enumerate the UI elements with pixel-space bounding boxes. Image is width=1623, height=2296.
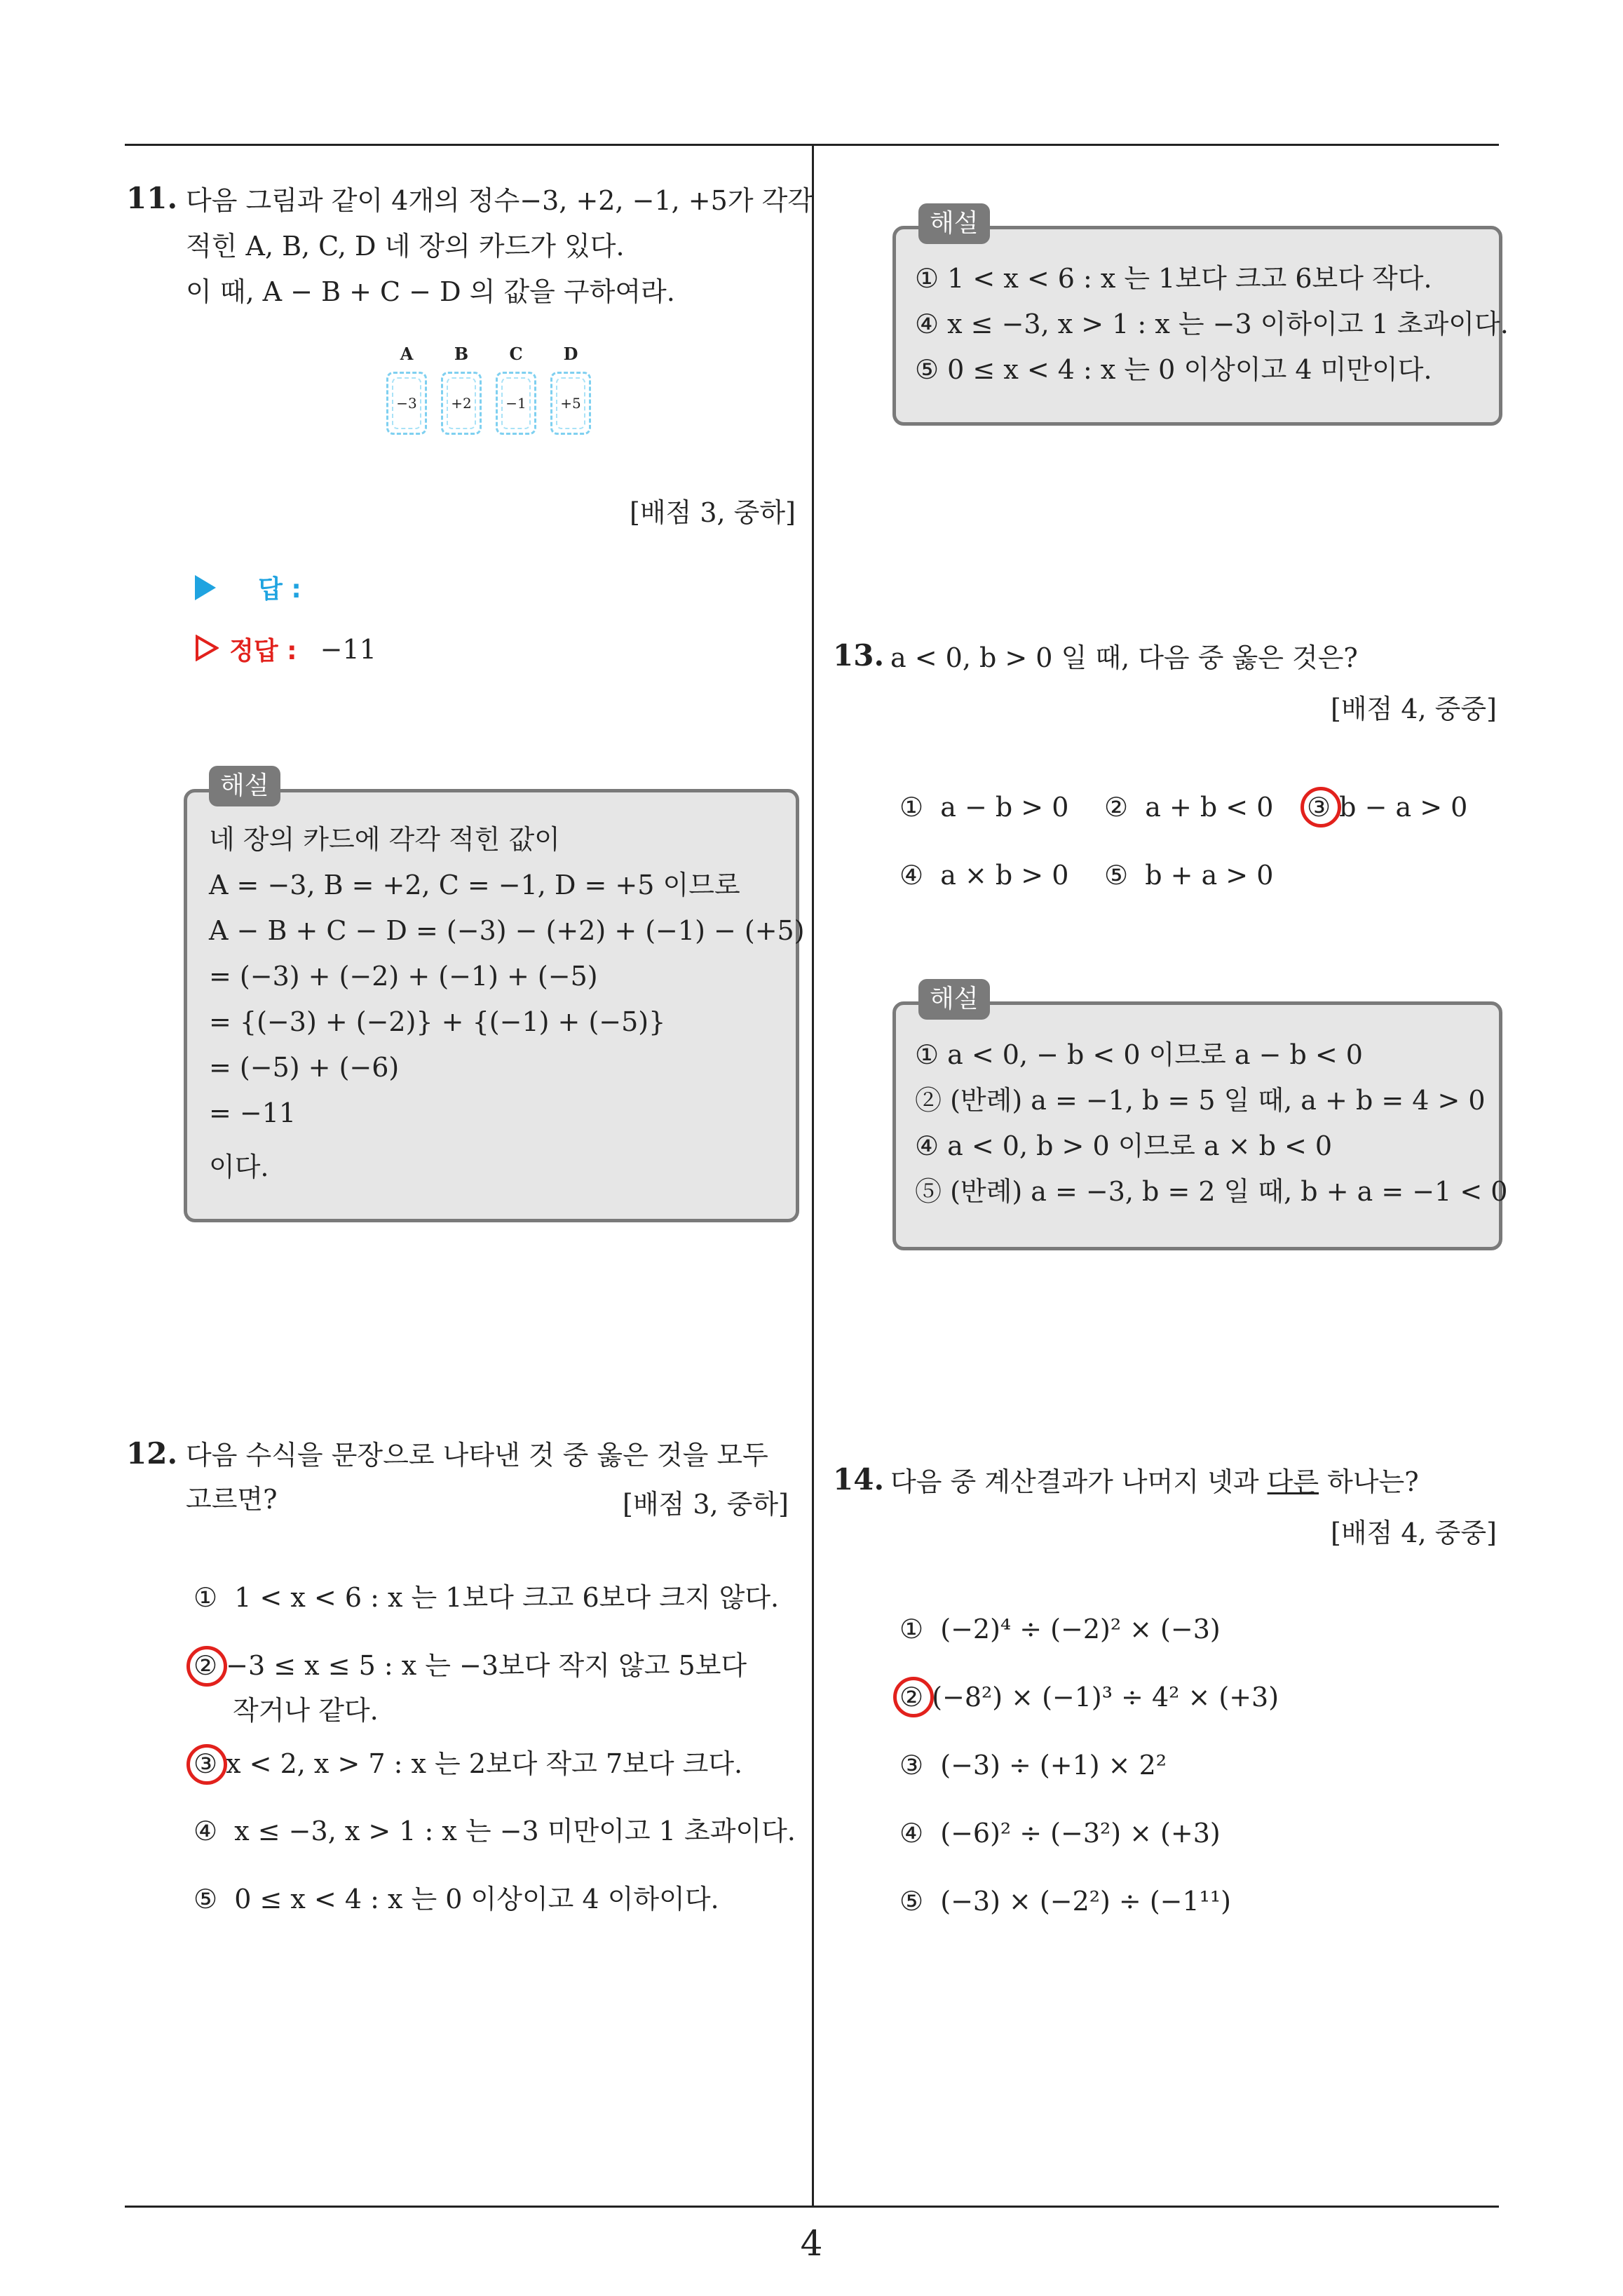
q14-score: [배점 4, 중중]	[1331, 1518, 1497, 1548]
correct-value: −11	[320, 633, 376, 665]
q13-option-3: ③ b − a > 0	[1307, 792, 1468, 823]
q12-selected-mark-2	[186, 1646, 227, 1687]
q11-correct-row	[195, 631, 376, 667]
card-c: −1	[496, 372, 536, 435]
q11-sol-line-3: A − B + C − D = (−3) − (+2) + (−1) − (+5)	[209, 915, 805, 946]
q14-line1: 다음 중 계산결과가 나머지 넷과 다른 하나는?	[890, 1466, 1419, 1497]
correct-label: 정답 :	[229, 637, 297, 666]
q13-sol-line-3: ④ a < 0, b > 0 이므로 a × b < 0	[915, 1130, 1333, 1161]
bottom-rule	[125, 2206, 1499, 2208]
q11-sol-line-1: 네 장의 카드에 각각 적힌 값이	[209, 824, 560, 855]
q11-sol-line-8: 이다.	[209, 1152, 269, 1182]
q11-line2: 적힌 A, B, C, D 네 장의 카드가 있다.	[186, 231, 625, 262]
card-b: +2	[441, 372, 482, 435]
q13-line1: a < 0, b > 0 일 때, 다음 중 옳은 것은?	[890, 642, 1358, 673]
q12-option-2: ② −3 ≤ x ≤ 5 : x 는 −3보다 작지 않고 5보다	[193, 1650, 747, 1681]
q11-line1: 다음 그림과 같이 4개의 정수−3, +2, −1, +5가 각각	[186, 185, 814, 216]
q13-option-5: ⑤ b + a > 0	[1104, 860, 1274, 891]
q12-number: 12.	[126, 1436, 178, 1471]
q11-answer-row	[195, 569, 301, 605]
q13-option-1: ① a − b > 0	[899, 792, 1069, 823]
q14-option-5: ⑤ (−3) × (−2²) ÷ (−1¹¹)	[899, 1886, 1231, 1917]
q12-sol-line-2: ④ x ≤ −3, x > 1 : x 는 −3 이하이고 1 초과이다.	[915, 309, 1509, 339]
q12-solution-label: 해설	[918, 203, 990, 244]
q11-sol-line-5: = {(−3) + (−2)} + {(−1) + (−5)}	[209, 1006, 666, 1037]
card-letter-c: C	[509, 344, 523, 364]
q12-option-5: ⑤ 0 ≤ x < 4 : x 는 0 이상이고 4 이하이다.	[193, 1884, 719, 1915]
q11-score: [배점 3, 중하]	[630, 497, 796, 528]
q11-sol-line-2: A = −3, B = +2, C = −1, D = +5 이므로	[209, 870, 740, 900]
q11-sol-line-4: = (−3) + (−2) + (−1) + (−5)	[209, 961, 598, 992]
q14-number: 14.	[833, 1462, 885, 1497]
q13-option-2: ② a + b < 0	[1104, 792, 1274, 823]
q11-line3: 이 때, A − B + C − D 의 값을 구하여라.	[186, 276, 675, 307]
column-divider	[812, 145, 814, 2207]
card-letter-a: A	[400, 344, 414, 364]
q13-score: [배점 4, 중중]	[1331, 694, 1497, 724]
q14-option-1: ① (−2)⁴ ÷ (−2)² × (−3)	[899, 1614, 1221, 1645]
card-letter-d: D	[563, 344, 578, 364]
q14-option-2: ② (−8²) × (−1)³ ÷ 4² × (+3)	[899, 1682, 1279, 1713]
q11-number: 11.	[126, 181, 178, 215]
q13-option-4: ④ a × b > 0	[899, 860, 1069, 891]
q11-solution-label: 해설	[209, 766, 280, 806]
q11-sol-line-7: = −11	[209, 1098, 297, 1128]
q13-sol-line-2: ② (반례) a = −1, b = 5 일 때, a + b = 4 > 0	[915, 1085, 1486, 1116]
q12-option-3: ③ x < 2, x > 7 : x 는 2보다 작고 7보다 크다.	[193, 1748, 743, 1779]
q13-solution-label: 해설	[918, 979, 990, 1020]
card-d: +5	[550, 372, 591, 435]
q12-option-1: ① 1 < x < 6 : x 는 1보다 크고 6보다 크지 않다.	[193, 1582, 780, 1613]
card-letter-b: B	[454, 344, 469, 364]
q13-number: 13.	[833, 638, 885, 673]
q14-option-3: ③ (−3) ÷ (+1) × 2²	[899, 1750, 1167, 1781]
q12-line2: 고르면?	[186, 1484, 278, 1515]
q12-option-2-cont: 작거나 같다.	[233, 1695, 379, 1726]
q11-card-figure	[386, 344, 603, 449]
q12-option-4: ④ x ≤ −3, x > 1 : x 는 −3 미만이고 1 초과이다.	[193, 1816, 796, 1846]
q12-line1: 다음 수식을 문장으로 나타낸 것 중 옳은 것을 모두	[186, 1440, 768, 1471]
q12-sol-line-1: ① 1 < x < 6 : x 는 1보다 크고 6보다 작다.	[915, 263, 1432, 294]
q13-selected-mark-3	[1301, 787, 1341, 828]
answer-label: 답 :	[258, 575, 301, 604]
q12-score: [배점 3, 중하]	[623, 1489, 789, 1520]
page-number: 4	[800, 2223, 823, 2264]
card-a: −3	[386, 372, 427, 435]
outline-play-icon	[195, 635, 219, 664]
q14-option-4: ④ (−6)² ÷ (−3²) × (+3)	[899, 1818, 1221, 1849]
q13-sol-line-1: ① a < 0, − b < 0 이므로 a − b < 0	[915, 1039, 1363, 1070]
q11-sol-line-6: = (−5) + (−6)	[209, 1052, 400, 1083]
q12-sol-line-3: ⑤ 0 ≤ x < 4 : x 는 0 이상이고 4 미만이다.	[915, 354, 1432, 385]
q14-selected-mark-2	[893, 1677, 934, 1717]
q13-sol-line-4: ⑤ (반례) a = −3, b = 2 일 때, b + a = −1 < 0	[915, 1176, 1508, 1207]
play-icon	[195, 575, 216, 600]
q12-selected-mark-3	[186, 1744, 227, 1785]
